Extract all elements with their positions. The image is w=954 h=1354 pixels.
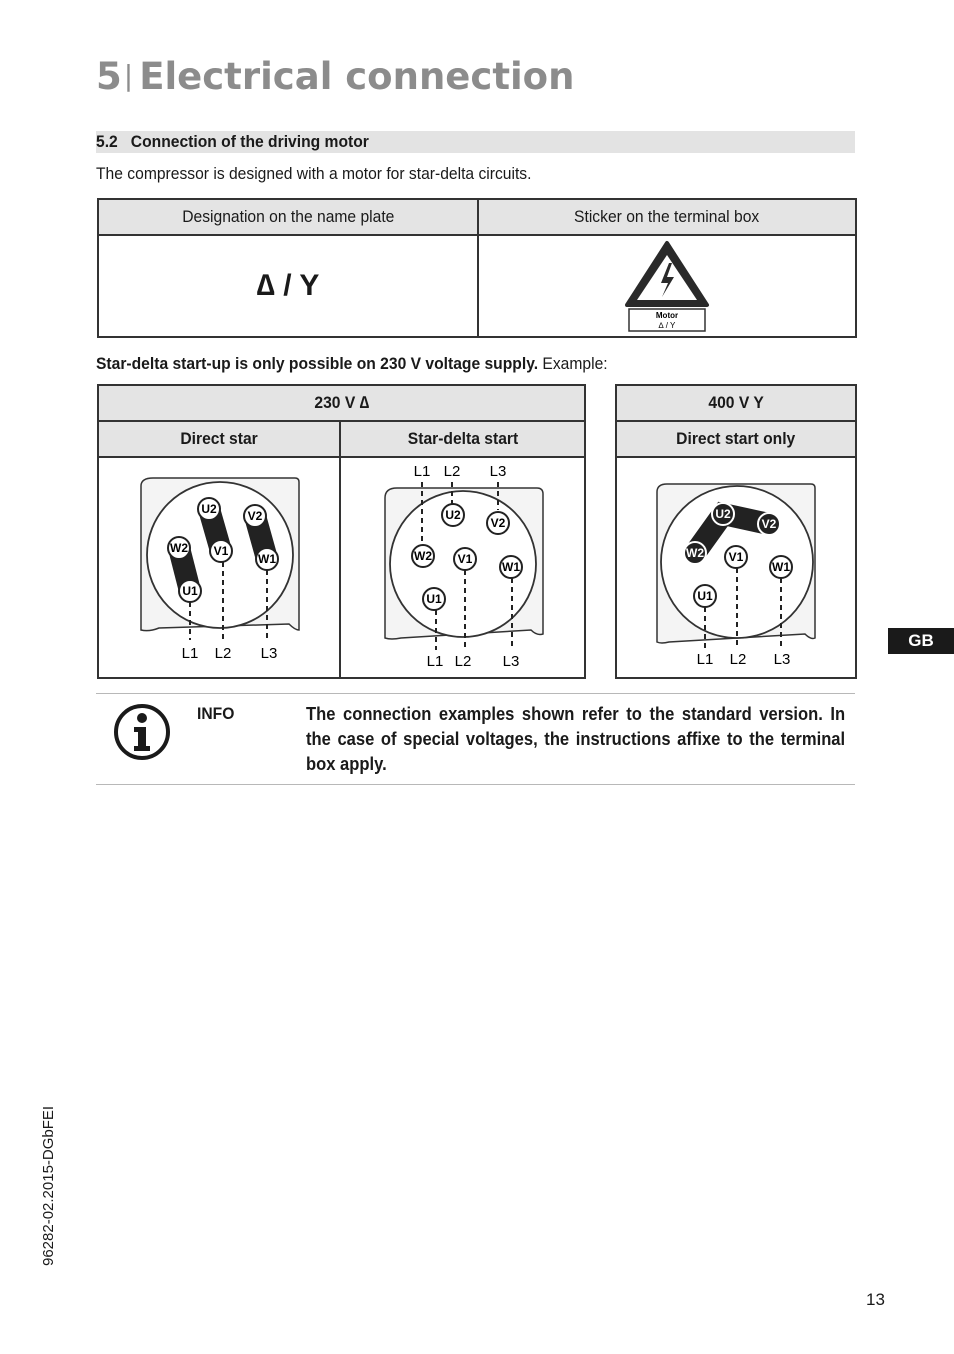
terminal-label: U1 [182,584,198,598]
chapter-divider: | [123,59,134,92]
terminal-label: V1 [457,552,473,566]
line-label: L2 [729,651,747,668]
line-label: L2 [454,653,472,670]
nameplate-col1-header: Designation on the name plate [98,199,478,235]
line-label: L1 [696,651,714,668]
terminal-label: V2 [490,516,506,530]
terminal-label: U2 [715,507,731,521]
terminal-label: U1 [426,592,442,606]
line-label: L1 [426,653,444,670]
direct-start-diagram-cell [616,457,856,678]
chapter-number: 5 [96,55,122,98]
info-text: The connection examples shown refer to the standard version. In the case of special voltages, the instructions affixe to the terminal box apply. [306,704,846,774]
line-label: L1 [413,463,431,480]
section-number: 5.2 [96,132,118,151]
line-label: L3 [773,651,791,668]
direct-start-diagram [617,458,855,672]
document-code: 96282-02.2015-DGbFEI [40,1105,57,1266]
terminal-label: W2 [414,549,432,563]
page-number: 13 [866,1290,885,1309]
designation-value: ∆ / Y [256,269,320,302]
section-title: Connection of the driving motor [130,132,369,151]
terminal-label: U1 [697,589,713,603]
direct-star-diagram-cell [98,457,340,678]
terminal-label: W1 [772,560,790,574]
direct-start-only-header: Direct start only [616,421,856,457]
info-icon [112,702,172,762]
terminal-label: W1 [258,552,276,566]
startup-note-bold: Star-delta start-up is only possible on 230 V voltage supply. [96,354,539,373]
high-voltage-sticker-icon [622,239,712,335]
info-label: INFO [197,704,235,723]
language-tab: GB [888,628,954,654]
designation-cell [98,235,478,337]
terminal-label: W2 [170,541,188,555]
info-top-rule [96,693,855,694]
terminal-label: W2 [686,546,704,560]
line-label: L3 [502,653,520,670]
sticker-line1: Motor [655,311,679,320]
sticker-cell [478,235,856,337]
direct-star-header: Direct star [98,421,340,457]
sticker-line2: ∆ / Y [658,321,676,330]
terminal-label: V2 [761,517,777,531]
intro-text: The compressor is designed with a motor for star-delta circuits. [96,164,532,183]
line-label: L2 [214,645,232,662]
table-230v [97,384,586,679]
line-label: L3 [260,645,278,662]
terminal-label: V1 [728,550,744,564]
nameplate-table [97,198,857,338]
section-heading [96,131,369,153]
line-label: L1 [181,645,199,662]
chapter-title: Electrical connection [139,55,575,98]
chapter-heading [96,55,574,98]
table-400v [615,384,857,679]
startup-note-normal: Example: [542,354,608,373]
terminal-label: U2 [445,508,461,522]
line-label: L2 [443,463,461,480]
star-delta-header: Star-delta start [340,421,585,457]
table-230v-header: 230 V ∆ [98,385,585,421]
terminal-label: U2 [201,502,217,516]
startup-note [96,353,608,375]
line-label: L3 [489,463,507,480]
star-delta-diagram-cell [340,457,585,678]
terminal-label: W1 [502,560,520,574]
table-400v-header: 400 V Y [616,385,856,421]
direct-star-diagram [99,458,339,672]
info-bottom-rule [96,784,855,785]
nameplate-col2-header: Sticker on the terminal box [478,199,856,235]
terminal-label: V1 [213,544,229,558]
star-delta-diagram [341,458,584,672]
terminal-label: V2 [247,509,263,523]
